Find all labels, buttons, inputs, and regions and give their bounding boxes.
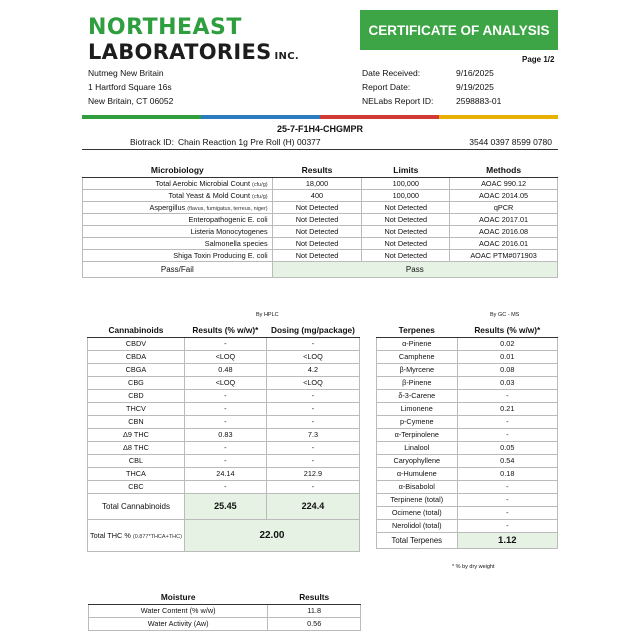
terpene-name: p-Cymene <box>377 415 458 428</box>
terpene-result: 0.03 <box>457 376 557 389</box>
table-row <box>377 376 558 389</box>
cannabinoid-dosing: - <box>266 480 359 493</box>
total-cannabinoids-dosing: 224.4 <box>266 493 359 519</box>
header-methods: Methods <box>450 163 558 177</box>
logo-line1: NORTHEAST <box>88 15 242 40</box>
table-row <box>377 441 558 454</box>
terpene-name: Linalool <box>377 441 458 454</box>
cannabinoid-name: CBN <box>88 415 185 428</box>
cannabinoid-result: - <box>184 389 266 402</box>
table-row <box>88 376 360 389</box>
table-row <box>88 428 360 441</box>
terpene-name: Ocimene (total) <box>377 506 458 519</box>
micro-test-name <box>83 189 273 201</box>
table-row <box>377 350 558 363</box>
date-received-value: 9/16/2025 <box>456 68 494 78</box>
terpene-name: Limonene <box>377 402 458 415</box>
cannabinoid-dosing: - <box>266 402 359 415</box>
terpene-result: 0.54 <box>457 454 557 467</box>
dry-weight-note: * % by dry weight <box>452 564 495 570</box>
total-cannabinoids-label: Total Cannabinoids <box>88 493 185 519</box>
terpene-result: 0.01 <box>457 350 557 363</box>
micro-test-label: Enteropathogenic E. coli <box>188 214 268 224</box>
table-row <box>88 415 360 428</box>
cannabinoid-result: 0.83 <box>184 428 266 441</box>
micro-result: Not Detected <box>272 201 362 213</box>
micro-test-unit: (cfu/g) <box>252 181 268 188</box>
micro-result: Not Detected <box>272 249 362 261</box>
cannabinoid-dosing: <LOQ <box>266 350 359 363</box>
table-row <box>88 467 360 480</box>
micro-limit: Not Detected <box>362 225 450 237</box>
cannabinoid-name: CBGA <box>88 363 185 376</box>
microbiology-table <box>82 163 558 278</box>
micro-test-label: Aspergillus <box>149 202 186 212</box>
color-stripe <box>82 115 558 119</box>
table-row <box>83 225 558 237</box>
micro-result: 18,000 <box>272 177 362 189</box>
table-row <box>83 237 558 249</box>
micro-method: AOAC 2016.01 <box>450 237 558 249</box>
table-row <box>377 519 558 532</box>
micro-test-name <box>83 249 273 261</box>
cannabinoid-result: - <box>184 441 266 454</box>
header-results: Results <box>272 163 362 177</box>
pass-fail-label: Pass/Fail <box>83 261 273 277</box>
table-row <box>377 428 558 441</box>
micro-method: AOAC 990.12 <box>450 177 558 189</box>
cannabinoid-dosing: - <box>266 337 359 350</box>
terpene-result: - <box>457 519 557 532</box>
logo-inc: INC. <box>274 51 299 62</box>
moisture-header <box>89 590 361 604</box>
client-city: New Britain, CT 06052 <box>88 96 174 106</box>
total-cannabinoids-result: 25.45 <box>184 493 266 519</box>
table-row <box>377 506 558 519</box>
terpene-name: Camphene <box>377 350 458 363</box>
cannabinoid-dosing: <LOQ <box>266 376 359 389</box>
moisture-test: Water Activity (Aw) <box>89 617 268 630</box>
client-street: 1 Hartford Square 16s <box>88 82 172 92</box>
table-row <box>89 604 361 617</box>
lab-logo <box>88 16 318 69</box>
table-row <box>377 480 558 493</box>
table-row <box>83 249 558 261</box>
stripe-segment <box>201 115 320 119</box>
micro-test-label: Salmonella species <box>204 238 268 248</box>
header-terpenes: Terpenes <box>377 324 458 337</box>
gcms-note: By GC - MS <box>490 312 520 318</box>
terpene-name: β-Myrcene <box>377 363 458 376</box>
micro-limit: 100,000 <box>362 177 450 189</box>
micro-result: Not Detected <box>272 213 362 225</box>
pass-fail-value: Pass <box>272 261 557 277</box>
total-cannabinoids-row <box>88 493 360 519</box>
terpene-name: β-Pinene <box>377 376 458 389</box>
terpene-name: Terpinene (total) <box>377 493 458 506</box>
cannabinoid-name: Δ9 THC <box>88 428 185 441</box>
micro-limit: Not Detected <box>362 249 450 261</box>
cannabinoid-dosing: 7.3 <box>266 428 359 441</box>
total-terpenes-row <box>377 532 558 548</box>
total-thc-value: 22.00 <box>184 519 359 551</box>
table-row <box>377 493 558 506</box>
client-name: Nutmeg New Britain <box>88 68 164 78</box>
micro-limit: 100,000 <box>362 189 450 201</box>
cannabinoid-name: THCA <box>88 467 185 480</box>
table-row <box>377 467 558 480</box>
terpene-name: α-Humulene <box>377 467 458 480</box>
terpene-name: δ-3-Carene <box>377 389 458 402</box>
micro-test-unit: (cfu/g) <box>252 193 268 200</box>
cannabinoid-name: THCV <box>88 402 185 415</box>
cannabinoid-name: Δ8 THC <box>88 441 185 454</box>
micro-test-name <box>83 177 273 189</box>
terpene-name: α-Terpinolene <box>377 428 458 441</box>
cannabinoid-name: CBG <box>88 376 185 389</box>
terpene-result: 0.02 <box>457 337 557 350</box>
terpene-name: α-Pinene <box>377 337 458 350</box>
micro-test-label: Total Aerobic Microbial Count <box>155 178 251 188</box>
biotrack-label: Biotrack ID: <box>130 137 174 147</box>
terpene-result: - <box>457 428 557 441</box>
table-row <box>88 402 360 415</box>
micro-method: qPCR <box>450 201 558 213</box>
table-row <box>377 389 558 402</box>
table-row <box>377 337 558 350</box>
logo-line2-text: LABORATORIES <box>88 40 272 64</box>
header-cannabinoids: Cannabinoids <box>88 324 185 337</box>
stripe-segment <box>439 115 558 119</box>
terpene-result: - <box>457 415 557 428</box>
header-moisture-results: Results <box>268 590 361 604</box>
cannabinoid-result: 0.48 <box>184 363 266 376</box>
cannabinoids-table <box>87 324 360 552</box>
stripe-segment <box>320 115 439 119</box>
cannabinoids-header <box>88 324 360 337</box>
cannabinoid-result: - <box>184 337 266 350</box>
table-row <box>377 363 558 376</box>
moisture-table <box>88 590 361 631</box>
biotrack-line <box>82 135 558 150</box>
micro-limit: Not Detected <box>362 201 450 213</box>
total-terpenes-value: 1.12 <box>457 532 557 548</box>
cannabinoid-name: CBDV <box>88 337 185 350</box>
microbiology-header <box>83 163 558 177</box>
micro-result: Not Detected <box>272 225 362 237</box>
micro-test-label: Total Yeast & Mold Count <box>168 190 251 200</box>
cannabinoid-result: 24.14 <box>184 467 266 480</box>
tracking-number: 3544 0397 8599 0780 <box>469 137 552 147</box>
micro-test-name <box>83 225 273 237</box>
cannabinoid-dosing: 212.9 <box>266 467 359 480</box>
report-date-label: Report Date: <box>362 82 411 92</box>
header-terp-results: Results (% w/w)* <box>457 324 557 337</box>
sample-id: 25-7-F1H4-CHGMPR <box>276 124 363 134</box>
cannabinoid-result: - <box>184 480 266 493</box>
cannabinoid-result: <LOQ <box>184 376 266 389</box>
header-microbiology: Microbiology <box>83 163 273 177</box>
table-row <box>88 337 360 350</box>
cannabinoid-name: CBDA <box>88 350 185 363</box>
moisture-test: Water Content (% w/w) <box>89 604 268 617</box>
table-row <box>88 350 360 363</box>
cannabinoid-result: - <box>184 402 266 415</box>
report-date-value: 9/19/2025 <box>456 82 494 92</box>
table-row <box>88 389 360 402</box>
terpene-result: - <box>457 480 557 493</box>
total-thc-label <box>88 519 185 551</box>
table-row <box>88 454 360 467</box>
micro-result: Not Detected <box>272 237 362 249</box>
terpene-result: - <box>457 389 557 402</box>
header-moisture: Moisture <box>89 590 268 604</box>
cannabinoid-name: CBC <box>88 480 185 493</box>
cannabinoid-dosing: - <box>266 415 359 428</box>
table-row <box>83 213 558 225</box>
moisture-result: 0.56 <box>268 617 361 630</box>
cannabinoid-result: - <box>184 415 266 428</box>
cannabinoid-name: CBL <box>88 454 185 467</box>
table-row <box>83 201 558 213</box>
header-cann-results: Results (% w/w)* <box>184 324 266 337</box>
cannabinoid-dosing: 4.2 <box>266 363 359 376</box>
table-row <box>88 480 360 493</box>
pass-fail-row <box>83 261 558 277</box>
table-row <box>377 415 558 428</box>
cannabinoid-dosing: - <box>266 441 359 454</box>
table-row <box>88 363 360 376</box>
micro-method: AOAC 2017.01 <box>450 213 558 225</box>
hplc-note: By HPLC <box>256 312 279 318</box>
micro-method: AOAC 2016.08 <box>450 225 558 237</box>
table-row <box>377 402 558 415</box>
table-row <box>377 454 558 467</box>
micro-test-name <box>83 201 273 213</box>
terpenes-header <box>377 324 558 337</box>
cannabinoid-dosing: - <box>266 454 359 467</box>
micro-test-name <box>83 213 273 225</box>
total-thc-label-text: Total THC % <box>90 530 131 540</box>
micro-method: AOAC 2014.05 <box>450 189 558 201</box>
terpene-result: - <box>457 506 557 519</box>
table-row <box>88 441 360 454</box>
certificate-banner: CERTIFICATE OF ANALYSIS <box>360 10 558 50</box>
biotrack-value: Chain Reaction 1g Pre Roll (H) 00377 <box>177 137 321 147</box>
cannabinoid-result: <LOQ <box>184 350 266 363</box>
client-address <box>88 66 173 108</box>
table-row <box>83 189 558 201</box>
moisture-result: 11.8 <box>268 604 361 617</box>
header-limits: Limits <box>362 163 450 177</box>
terpene-name: α-Bisabolol <box>377 480 458 493</box>
cannabinoid-name: CBD <box>88 389 185 402</box>
terpenes-table <box>376 324 558 549</box>
micro-limit: Not Detected <box>362 213 450 225</box>
report-info <box>362 66 501 108</box>
table-row <box>89 617 361 630</box>
stripe-segment <box>82 115 201 119</box>
micro-limit: Not Detected <box>362 237 450 249</box>
terpene-name: Nerolidol (total) <box>377 519 458 532</box>
terpene-result: - <box>457 493 557 506</box>
micro-test-unit: (flavus, fumigatus, terreus, niger) <box>187 205 268 212</box>
logo-line2 <box>88 40 318 69</box>
total-terpenes-label: Total Terpenes <box>377 532 458 548</box>
terpene-result: 0.05 <box>457 441 557 454</box>
header-dosing: Dosing (mg/package) <box>266 324 359 337</box>
cannabinoid-dosing: - <box>266 389 359 402</box>
micro-test-label: Shiga Toxin Producing E. coli <box>173 250 268 260</box>
table-row <box>83 177 558 189</box>
micro-result: 400 <box>272 189 362 201</box>
terpene-result: 0.21 <box>457 402 557 415</box>
total-thc-formula: (0.877*THCA+THC) <box>132 533 182 540</box>
total-thc-row <box>88 519 360 551</box>
micro-test-label: Listeria Monocytogenes <box>190 226 268 236</box>
report-id-label: NELabs Report ID: <box>362 96 434 106</box>
cannabinoid-result: - <box>184 454 266 467</box>
date-received-label: Date Received: <box>362 68 421 78</box>
terpene-name: Caryophyllene <box>377 454 458 467</box>
report-id-value: 2598883-01 <box>456 96 502 106</box>
page-number: Page 1/2 <box>522 55 555 64</box>
micro-test-name <box>83 237 273 249</box>
terpene-result: 0.08 <box>457 363 557 376</box>
terpene-result: 0.18 <box>457 467 557 480</box>
micro-method: AOAC PTM#071903 <box>450 249 558 261</box>
